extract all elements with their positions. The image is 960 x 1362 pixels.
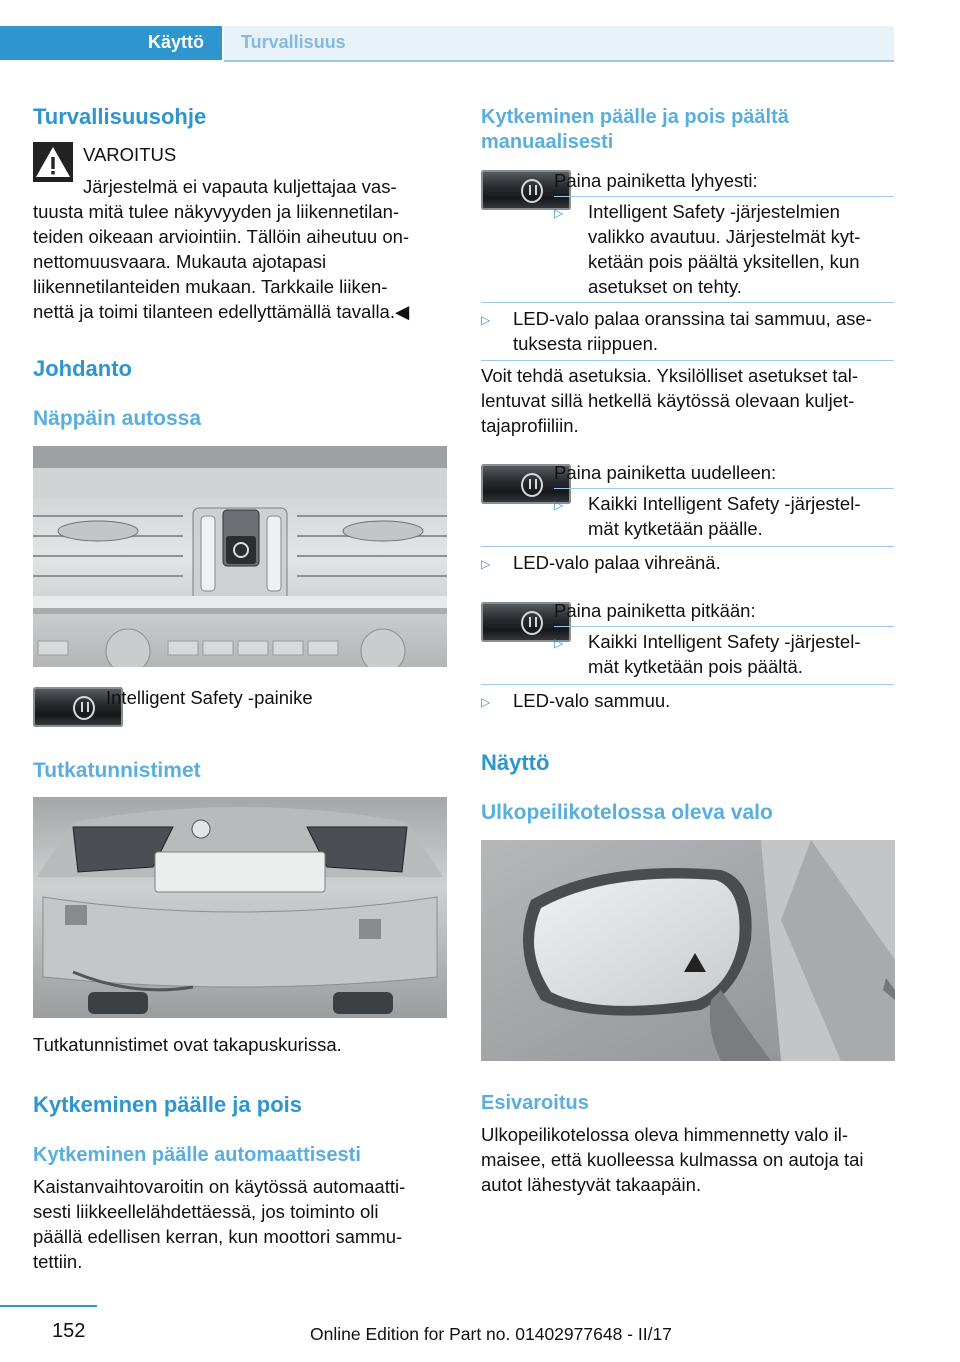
bullet-line: LED-valo palaa oranssina tai sammuu, ase- bbox=[513, 308, 872, 329]
led-green-bullet bbox=[481, 550, 894, 576]
page-number: 152 bbox=[52, 1320, 86, 1342]
bullet-line: LED-valo palaa vihreänä. bbox=[513, 552, 721, 573]
auto-line-4: tettiin. bbox=[33, 1251, 83, 1272]
heading-switch-on-auto: Kytkeminen päälle automaattisesti bbox=[33, 1144, 361, 1166]
auto-line-1: Kaistanvaihtovaroitin on käytössä automaatti- bbox=[33, 1176, 406, 1197]
button-caption: Intelligent Safety -painike bbox=[106, 687, 313, 708]
bullet-line: mät kytketään pois päältä. bbox=[588, 656, 803, 677]
warning-line-2: tuusta mitä tulee näkyvyyden ja liikennetilan- bbox=[33, 201, 400, 222]
bullet-triangle-icon: ▷ bbox=[481, 695, 491, 709]
divider bbox=[481, 546, 894, 547]
step1-text: Paina painiketta lyhyesti: bbox=[554, 170, 758, 191]
chapter-title: Käyttö bbox=[147, 32, 204, 52]
heading-prewarning: Esivaroitus bbox=[481, 1092, 589, 1114]
step2-bullet bbox=[554, 491, 894, 543]
heading-mirror-light: Ulkopeilikotelossa oleva valo bbox=[481, 801, 773, 824]
sensors-caption: Tutkatunnistimet ovat takapuskurissa. bbox=[33, 1034, 342, 1055]
prewarn-line-1: Ulkopeilikotelossa oleva himmennetty valo il- bbox=[481, 1124, 849, 1145]
warning-line-3: teiden oikeaan arviointiin. Tällöin aiheutuu on- bbox=[33, 226, 410, 247]
bullet-triangle-icon: ▷ bbox=[481, 313, 491, 327]
settings-line-3: tajaprofiiliin. bbox=[481, 415, 579, 436]
bullet-triangle-icon: ▷ bbox=[554, 206, 564, 220]
auto-line-2: sesti liikkeellelähdettäessä, jos toiminto oli bbox=[33, 1201, 379, 1222]
edition-note: Online Edition for Part no. 01402977648 - II/17 bbox=[310, 1324, 672, 1344]
bullet-line: Kaikki Intelligent Safety -järjestel- bbox=[588, 631, 861, 652]
bullet-triangle-icon: ▷ bbox=[554, 498, 564, 512]
heading-switch-on-off: Kytkeminen päälle ja pois bbox=[33, 1092, 302, 1117]
warning-line-4: nettomuusvaara. Mukauta ajotapasi bbox=[33, 251, 327, 272]
divider bbox=[554, 196, 894, 197]
settings-line-2: lentuvat sillä hetkellä käytössä olevaan kuljet- bbox=[481, 390, 855, 411]
warning-title: VAROITUS bbox=[83, 144, 177, 165]
divider bbox=[481, 302, 894, 303]
prewarn-line-2: maisee, että kuolleessa kulmassa on autoja tai bbox=[481, 1149, 864, 1170]
warning-line-5: liikennetilanteiden mukaan. Tarkkaile liiken- bbox=[33, 276, 388, 297]
footer-rule bbox=[0, 1305, 97, 1307]
heading-button-in-car: Näppäin autossa bbox=[33, 407, 202, 430]
bullet-line: valikko avautuu. Järjestelmät kyt- bbox=[588, 226, 861, 247]
warning-triangle-icon bbox=[33, 142, 73, 182]
bullet-line: Kaikki Intelligent Safety -järjestel- bbox=[588, 493, 861, 514]
dashboard-button-photo bbox=[33, 446, 447, 667]
bullet-line: LED-valo sammuu. bbox=[513, 690, 671, 711]
step3-bullet bbox=[554, 629, 894, 681]
divider bbox=[481, 684, 894, 685]
bullet-line: asetukset on tehty. bbox=[588, 276, 742, 297]
bullet-line: ketään pois päältä yksitellen, kun bbox=[588, 251, 860, 272]
divider bbox=[554, 488, 894, 489]
prewarn-line-3: autot lähestyvät takaapäin. bbox=[481, 1174, 702, 1195]
heading-manual-line-2: manuaalisesti bbox=[481, 131, 614, 153]
divider bbox=[554, 626, 894, 627]
car-rear-sensors-photo bbox=[33, 797, 447, 1018]
step3-text: Paina painiketta pitkään: bbox=[554, 600, 756, 621]
heading-display: Näyttö bbox=[481, 750, 550, 775]
step1-bullet bbox=[554, 199, 894, 301]
bullet-line: mät kytketään päälle. bbox=[588, 518, 763, 539]
heading-radar-sensors: Tutkatunnistimet bbox=[33, 759, 201, 782]
bullet-line: tuksesta riippuen. bbox=[513, 333, 659, 354]
settings-line-1: Voit tehdä asetuksia. Yksilölliset asetukset tal- bbox=[481, 365, 859, 386]
warning-line-1: Järjestelmä ei vapauta kuljettajaa vas- bbox=[83, 176, 397, 197]
heading-intro: Johdanto bbox=[33, 356, 132, 381]
side-mirror-photo bbox=[481, 840, 895, 1061]
led-orange-bullet bbox=[481, 306, 894, 358]
heading-manual-line-1: Kytkeminen päälle ja pois päältä bbox=[481, 106, 789, 128]
divider bbox=[481, 360, 894, 361]
heading-safety-note: Turvallisuusohje bbox=[33, 104, 207, 129]
auto-line-3: päällä edellisen kerran, kun moottori sammu- bbox=[33, 1226, 403, 1247]
warning-line-6: nettä ja toimi tilanteen edellyttämällä tavalla.◀ bbox=[33, 301, 410, 322]
step2-text: Paina painiketta uudelleen: bbox=[554, 462, 777, 483]
bullet-triangle-icon: ▷ bbox=[481, 557, 491, 571]
header-rule bbox=[224, 60, 894, 62]
section-title: Turvallisuus bbox=[241, 32, 346, 52]
section-tab bbox=[224, 26, 894, 60]
bullet-triangle-icon: ▷ bbox=[554, 636, 564, 650]
bullet-line: Intelligent Safety -järjestelmien bbox=[588, 201, 840, 222]
led-off-bullet bbox=[481, 688, 894, 714]
chapter-tab bbox=[0, 26, 222, 60]
